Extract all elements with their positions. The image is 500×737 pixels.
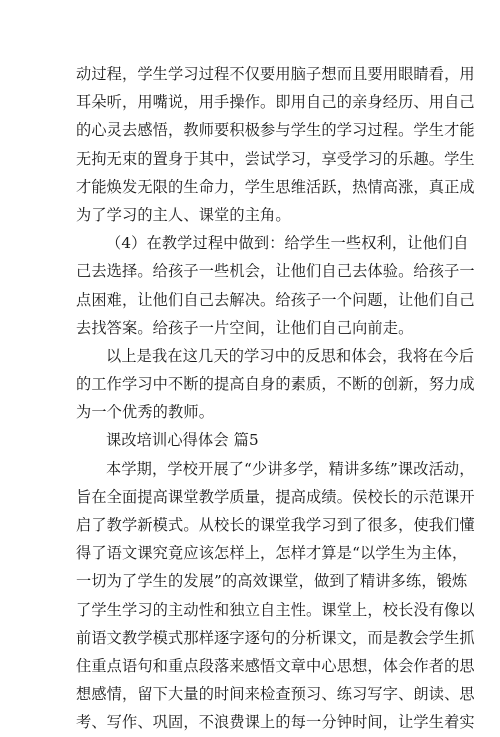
text-line: 本学期，学校开展了“少讲多学，精讲多练”课改活动， bbox=[106, 459, 475, 478]
paragraph-section-5 bbox=[76, 455, 475, 737]
text-line: 一切为了学生的发展”的高效课堂，做到了精讲多练，锻炼 bbox=[76, 572, 468, 591]
paragraph-closing bbox=[76, 342, 475, 427]
text-line: 点困难，让他们自己去解决。给孩子一个问题，让他们自己 bbox=[76, 290, 475, 309]
text-line: 无拘无束的置身于其中，尝试学习，享受学习的乐趣。学生 bbox=[76, 149, 475, 168]
text-line: 以上是我在这几天的学习中的反思和体会，我将在今后 bbox=[106, 346, 475, 365]
text-line: 考、写作、巩固，不浪费课上的每一分钟时间，让学生着实 bbox=[76, 713, 475, 732]
text-line: 想感情，留下大量的时间来检查预习、练习写字、朗读、思 bbox=[76, 685, 475, 704]
paragraph-learning-process bbox=[76, 60, 475, 229]
text-line: 去找答案。给孩子一片空间，让他们自己向前走。 bbox=[76, 318, 414, 337]
text-line: 的工作学习中不断的提高自身的素质，不断的创新，努力成 bbox=[76, 375, 475, 394]
text-line: 为一个优秀的教师。 bbox=[76, 403, 215, 422]
document-page bbox=[76, 60, 475, 737]
text-line: 为了学习的主人、课堂的主角。 bbox=[76, 205, 291, 224]
text-line: （4）在教学过程中做到：给学生一些权利，让他们自 bbox=[106, 234, 469, 253]
text-line: 住重点语句和重点段落来感悟文章中心思想，体会作者的思 bbox=[76, 656, 475, 675]
text-line: 旨在全面提高课堂教学质量，提高成绩。侯校长的示范课开 bbox=[76, 487, 475, 506]
text-line: 动过程，学生学习过程不仅要用脑子想而且要用眼睛看，用 bbox=[76, 65, 475, 83]
paragraph-point-4 bbox=[76, 229, 475, 342]
text-line: 才能焕发无限的生命力，学生思维活跃，热情高涨，真正成 bbox=[76, 177, 475, 196]
section-heading: 课改培训心得体会 篇5 bbox=[106, 431, 259, 450]
text-line: 前语文教学模式那样逐字逐句的分析课文，而是教会学生抓 bbox=[76, 628, 475, 647]
text-line: 己去选择。给孩子一些机会，让他们自己去体验。给孩子一 bbox=[76, 262, 475, 281]
text-line: 了学生学习的主动性和独立自主性。课堂上，校长没有像以 bbox=[76, 600, 475, 619]
text-line: 启了教学新模式。从校长的课堂我学习到了很多，使我们懂 bbox=[76, 516, 475, 534]
text-line: 耳朵听，用嘴说，用手操作。即用自己的亲身经历、用自己 bbox=[76, 93, 475, 112]
text-line: 得了语文课究竟应该怎样上，怎样才算是“以学生为主体， bbox=[76, 544, 468, 563]
text-line: 的心灵去感悟，教师要积极参与学生的学习过程。学生才能 bbox=[76, 121, 475, 140]
